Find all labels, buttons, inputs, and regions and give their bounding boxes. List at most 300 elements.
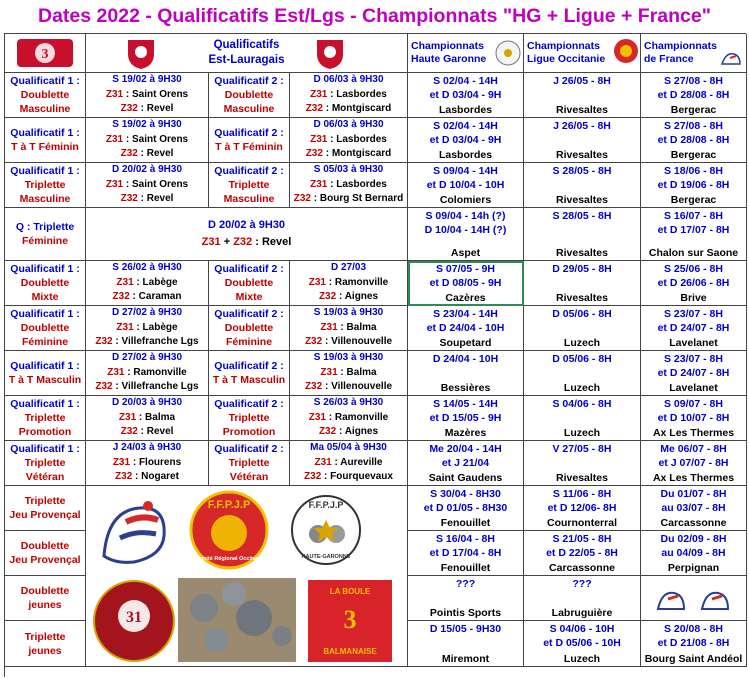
- zone32-location: Revel: [146, 148, 174, 160]
- zone32-label: Z32: [304, 471, 322, 483]
- qualif-details: [86, 396, 209, 441]
- zone32-label: Z32: [305, 103, 323, 115]
- zone32-location: Villenouvelle: [331, 381, 393, 393]
- zone31-location: Balma: [145, 411, 176, 423]
- zone31-label: Z31: [314, 456, 332, 468]
- zone31-location: Saint Orens: [131, 178, 189, 190]
- champ-location: Perpignan: [667, 562, 720, 574]
- championnat-france: [641, 621, 747, 667]
- event-category: Mixte: [235, 291, 263, 303]
- zone32-line: Z32 : Villenouvelle: [304, 381, 393, 393]
- qualificatif-label: Qualificatif 1 :: [10, 127, 80, 139]
- champ-location: Luzech: [563, 427, 601, 439]
- champ-date-line1: D 24/04 - 10H: [432, 353, 499, 365]
- zone32-line: Z32 : Villenouvelle: [304, 336, 393, 348]
- champ-date-line1: S 28/05 - 8H: [552, 165, 612, 177]
- qualif-details: [86, 306, 209, 351]
- champ-date-line1: S 21/05 - 8H: [552, 533, 612, 545]
- event-label: [5, 441, 86, 486]
- zone31-label: Z31: [116, 321, 134, 333]
- zone32-line: Z32 : Revel: [120, 426, 174, 438]
- qualif-date: S 19/02 à 9H30: [112, 74, 182, 86]
- champ-date-line2: et D 24/07 - 8H: [657, 322, 730, 334]
- ffpjp-rooster-icon: [654, 583, 690, 615]
- qualif-date: S 19/03 à 9H30: [313, 307, 384, 319]
- event-label: [209, 441, 290, 486]
- zone32-location: Fourquevaux: [330, 471, 393, 483]
- champ-date-line1: D 05/06 - 8H: [552, 308, 612, 320]
- event-category: Féminine: [21, 336, 69, 348]
- champ-location: Ax Les Thermes: [652, 427, 735, 439]
- championnat-france: [641, 351, 747, 396]
- event-label: [209, 306, 290, 351]
- zone31-line: Z31 : Ramonville: [308, 276, 389, 288]
- qualif-details: [290, 306, 408, 351]
- event-type: T à T Masculin: [212, 374, 286, 386]
- champ-location: Lavelanet: [669, 382, 718, 394]
- zone31-label: Z31: [201, 236, 221, 248]
- zone-location: Revel: [261, 236, 292, 248]
- event-type: T à T Féminin: [11, 141, 79, 153]
- champ-date-line1: S 28/05 - 8H: [552, 210, 612, 222]
- zone32-label: Z32: [233, 236, 253, 248]
- zone31-line: Z31 : Lasbordes: [310, 178, 387, 190]
- zone31-location: Ramonville: [133, 366, 187, 378]
- champ-date-line1: S 18/06 - 8H: [664, 165, 723, 177]
- champ-date-line1: S 02/04 - 14H: [433, 75, 498, 87]
- event-label: [5, 261, 86, 306]
- zone32-line: Z32 : Aignes: [318, 426, 379, 438]
- qualificatif-label: Qualificatif 2 :: [214, 443, 284, 455]
- zone32-line: Z32 : Aignes: [318, 291, 379, 303]
- qualif-date: D 20/03 à 9H30: [111, 397, 183, 409]
- header-ligue: [524, 34, 641, 73]
- zone32-line: Z32 : Villefranche Lgs: [95, 381, 199, 393]
- championnat-hg: [408, 118, 524, 163]
- qualificatif-label: Qualificatif 1 :: [10, 443, 80, 455]
- championnat-france: [641, 396, 747, 441]
- zone32-label: Z32: [120, 103, 138, 115]
- zone31-line: Z31 : Balma: [320, 321, 377, 333]
- zone32-label: Z32: [305, 148, 323, 160]
- zone31-location: Lasbordes: [336, 178, 387, 190]
- champ-date-line2: au 04/09 - 8H: [661, 547, 726, 559]
- qualificatif-label: Qualificatif 2 :: [214, 165, 284, 177]
- championnat-ligue: [524, 73, 641, 118]
- zone32-location: Villenouvelle: [331, 336, 393, 348]
- zone31-label: Z31: [310, 133, 328, 145]
- champ-date-line2: et D 03/04 - 9H: [429, 134, 502, 146]
- qualif-date: D 27/03: [330, 262, 367, 274]
- championnat-hg: [408, 163, 524, 208]
- qualif-details: [290, 163, 408, 208]
- champ-date-line1: Me 20/04 - 14H: [429, 443, 502, 455]
- championnat-ligue: [524, 306, 641, 351]
- qualif-details: [86, 163, 209, 208]
- zone32-label: Z32: [95, 336, 113, 348]
- champ-date-line1: S 27/08 - 8H: [664, 120, 723, 132]
- logos-area: [86, 486, 408, 667]
- champ-date-line2: et J 21/04: [441, 457, 490, 469]
- champ-location: Ax Les Thermes: [652, 472, 735, 484]
- event-category: Masculine: [223, 103, 275, 115]
- zone31-line: Z31 : Labège: [116, 276, 178, 288]
- event-label: [209, 118, 290, 163]
- svg-text:BALMANAISE: BALMANAISE: [323, 647, 377, 656]
- zone32-location: Bourg St Bernard: [319, 193, 404, 205]
- zone31-label: Z31: [107, 366, 125, 378]
- qualif-date: S 05/03 à 9H30: [313, 164, 384, 176]
- champ-date-line2: et D 28/08 - 8H: [657, 134, 730, 146]
- champ-location: Rivesaltes: [556, 472, 608, 484]
- qualificatif-label: Qualificatif 1 :: [10, 398, 80, 410]
- event-label: [5, 163, 86, 208]
- zone31-location: Labège: [142, 321, 178, 333]
- cd31-logo-icon: [15, 37, 75, 69]
- championnat-ligue: [524, 576, 641, 621]
- champ-location: Labruguière: [551, 607, 613, 619]
- zone31-label: Z31: [310, 88, 328, 100]
- qualificatif-label: Q : Triplette: [15, 221, 75, 233]
- champ-location: Cazères: [445, 292, 486, 304]
- champ-location: Lasbordes: [438, 104, 493, 116]
- champ-date-line2: et D 28/08 - 8H: [657, 89, 730, 101]
- zone31-location: Saint Orens: [131, 133, 189, 145]
- qualificatif-label: Qualificatif 1 :: [10, 360, 80, 372]
- zone32-location: Montgiscard: [331, 148, 392, 160]
- zone31-location: Lasbordes: [336, 88, 387, 100]
- event-category: Promotion: [222, 426, 276, 438]
- championnat-hg: [408, 621, 524, 667]
- zone32-label: Z32: [95, 381, 113, 393]
- event-label: [5, 621, 86, 667]
- champ-location: Chalon sur Saone: [648, 247, 739, 259]
- header-fr-line1: Championnats: [644, 40, 717, 52]
- champ-date-line2: et D 26/06 - 8H: [657, 277, 730, 289]
- championnat-hg: [408, 441, 524, 486]
- champ-date-line1: S 14/05 - 14H: [433, 398, 498, 410]
- champ-location: Bergerac: [670, 149, 717, 161]
- event-type: Triplette: [24, 179, 66, 191]
- event-label: [5, 486, 86, 531]
- championnat-france: [641, 441, 747, 486]
- svg-text:HAUTE-GARONNE: HAUTE-GARONNE: [301, 554, 351, 560]
- event-type: Doublette: [20, 322, 70, 334]
- zone31-line: Z31 : Ramonville: [107, 366, 187, 378]
- championnat-ligue: [524, 621, 641, 667]
- zone31-label: Z31: [105, 178, 124, 190]
- championnat-france: [641, 261, 747, 306]
- champ-date-line1: D 15/05 - 9H30: [429, 623, 502, 635]
- qualificatif-label: Qualificatif 2 :: [214, 263, 284, 275]
- event-category: Masculine: [223, 193, 275, 205]
- event-type: Triplette: [24, 630, 66, 643]
- champ-date-line2: et D 01/05 - 8H30: [423, 502, 508, 514]
- event-label: [5, 396, 86, 441]
- header-logo-cell: [5, 34, 86, 73]
- champ-date-line1: S 07/05 - 9H: [436, 263, 495, 275]
- championnat-hg: [408, 73, 524, 118]
- header-lig-line2: Ligue Occitanie: [527, 53, 606, 65]
- qualif-details: [86, 118, 209, 163]
- schedule-table: [4, 33, 746, 677]
- event-type: Triplette: [228, 412, 270, 424]
- qualif-details: [290, 261, 408, 306]
- championnat-ligue: [524, 486, 641, 531]
- championnat-ligue: [524, 531, 641, 576]
- header-fr-line2: de France: [644, 53, 694, 65]
- zone32-label: Z32: [112, 291, 130, 303]
- champ-date-line1: S 23/04 - 14H: [433, 308, 498, 320]
- event-type: Triplette: [24, 457, 66, 469]
- qualif-date: D 06/03 à 9H30: [313, 119, 384, 131]
- qualificatif-label: Qualificatif 2 :: [214, 360, 284, 372]
- champ-date-line1: V 27/05 - 8H: [552, 443, 612, 455]
- championnat-ligue: [524, 163, 641, 208]
- champ-date-line2: et J 07/07 - 8H: [658, 457, 729, 469]
- championnat-france: [641, 531, 747, 576]
- zone31-location: Labège: [142, 276, 178, 288]
- zone32-line: Z32 : Revel: [120, 148, 174, 160]
- champ-date-line2: et D 08/05 - 9H: [429, 277, 502, 289]
- champ-date-line1: S 16/04 - 8H: [436, 533, 495, 545]
- qualificatif-label: Qualificatif 2 :: [214, 308, 284, 320]
- champ-location: Mazères: [444, 427, 487, 439]
- zone32-location: Aignes: [344, 291, 379, 303]
- champ-location: Fenouillet: [440, 517, 491, 529]
- qualif-details-merged: [86, 208, 408, 261]
- svg-text:LA BOULE: LA BOULE: [329, 587, 371, 596]
- zone31-label: Z31: [112, 456, 131, 468]
- qualif-date: D 20/02 à 9H30: [111, 164, 183, 176]
- zone31-line: Z31 : Saint Orens: [105, 88, 189, 100]
- qualificatif-label: Qualificatif 1 :: [10, 75, 80, 87]
- zone32-line: Z32 : Bourg St Bernard: [293, 193, 404, 205]
- zone31-label: Z31: [118, 411, 137, 423]
- svg-text:3: 3: [41, 47, 49, 62]
- event-label: [209, 396, 290, 441]
- champ-location: Rivesaltes: [556, 247, 608, 259]
- hg-committee-icon: [495, 40, 521, 66]
- event-type: Doublette: [224, 89, 274, 101]
- zone31-location: Aureville: [340, 456, 383, 468]
- qualif-date: Ma 05/04 à 9H30: [310, 442, 387, 454]
- champ-date-line2: et D 05/06 - 10H: [543, 637, 621, 649]
- event-label: [5, 531, 86, 576]
- zone31-label: Z31: [320, 366, 338, 378]
- header-quali-line2: Est-Lauragais: [208, 54, 285, 66]
- zone31-label: Z31: [308, 411, 326, 423]
- champ-date-line1: S 11/06 - 8H: [552, 488, 612, 500]
- championnat-ligue: [524, 118, 641, 163]
- qualif-date: D 27/02 à 9H30: [111, 307, 183, 319]
- champ-date-line1: ???: [455, 578, 476, 590]
- event-type: Triplette: [228, 457, 270, 469]
- champ-location: Luzech: [563, 382, 601, 394]
- svg-text:Comité Régional Occitanie: Comité Régional Occitanie: [194, 556, 264, 562]
- champ-date-line2: et D 17/04 - 8H: [429, 547, 502, 559]
- champ-date-line1: S 02/04 - 14H: [433, 120, 498, 132]
- zone31-line: Z31 : Lasbordes: [310, 88, 387, 100]
- champ-date-line1: ???: [572, 578, 592, 590]
- champ-date-line2: et D 17/07 - 8H: [657, 224, 730, 236]
- champ-date-line1: S 16/07 - 8H: [664, 210, 723, 222]
- zone32-location: Revel: [146, 426, 174, 438]
- zone32-label: Z32: [120, 426, 138, 438]
- champ-location: Rivesaltes: [556, 149, 608, 161]
- champ-date-line1: S 27/08 - 8H: [664, 75, 723, 87]
- haute-garonne-31-logo-icon: [94, 581, 174, 661]
- qualif-date: D 20/02 à 9H30: [207, 219, 286, 231]
- ffpjp-rooster-logo-icon: [104, 501, 164, 562]
- qualif-date: S 19/03 à 9H30: [313, 352, 384, 364]
- event-category: Jeu Provençal: [9, 509, 81, 521]
- svg-text:3: 3: [343, 605, 357, 634]
- championnat-hg: [408, 306, 524, 351]
- zone31-line: Z31 : Labège: [116, 321, 178, 333]
- zone31-line: Z31 : Saint Orens: [105, 133, 189, 145]
- zone31-line: Z31 : Saint Orens: [105, 178, 189, 190]
- qualif-date: S 26/03 à 9H30: [313, 397, 384, 409]
- champ-date-line1: Du 01/07 - 8H: [660, 488, 727, 500]
- page-title: Dates 2022 - Qualificatifs Est/Lgs - Championnats "HG + Ligue + France": [38, 5, 711, 27]
- qualif-details: [86, 351, 209, 396]
- champ-date-line2: et D 24/07 - 8H: [657, 367, 730, 379]
- zone31-label: Z31: [105, 88, 124, 100]
- event-type: Doublette: [20, 585, 70, 597]
- zone32-line: Z32 : Fourquevaux: [304, 471, 393, 483]
- event-type: Doublette: [224, 277, 274, 289]
- champ-location: Carcassonne: [549, 562, 615, 574]
- header-hg: [408, 34, 524, 73]
- champ-location: Carcassonne: [660, 517, 727, 529]
- zone32-location: Revel: [146, 193, 174, 205]
- zone31-location: Ramonville: [334, 411, 389, 423]
- championnat-ligue: [524, 351, 641, 396]
- championnat-france: [641, 306, 747, 351]
- champ-date-line2: D 10/04 - 14H (?): [424, 224, 507, 236]
- championnat-ligue: [524, 396, 641, 441]
- champ-date-line2: et D 10/04 - 10H: [426, 179, 505, 191]
- championnat-hg: [408, 576, 524, 621]
- champ-date-line1: S 25/06 - 8H: [664, 263, 723, 275]
- event-label: [209, 261, 290, 306]
- event-category: Vétéran: [229, 471, 269, 483]
- zone32-location: Villefranche Lgs: [121, 336, 199, 348]
- zone31-location: Ramonville: [334, 276, 389, 288]
- ffpjp-rooster-icon: [720, 48, 742, 68]
- event-label: [5, 118, 86, 163]
- header-lig-line1: Championnats: [527, 40, 600, 52]
- event-label: [5, 576, 86, 621]
- champ-date-line1: S 30/04 - 8H30: [430, 488, 501, 500]
- zone32-line: Z32 : Revel: [120, 193, 174, 205]
- champ-location: Lasbordes: [438, 149, 493, 161]
- champ-date-line2: et D 21/08 - 8H: [657, 637, 730, 649]
- championnat-hg: [408, 351, 524, 396]
- zone32-location: Villefranche Lgs: [121, 381, 199, 393]
- champ-date-line1: S 23/07 - 8H: [664, 308, 723, 320]
- qualificatif-label: Qualificatif 1 :: [10, 263, 80, 275]
- championnat-france: [641, 73, 747, 118]
- event-category: Vétéran: [25, 471, 65, 483]
- event-type: Triplette: [24, 495, 66, 507]
- qualif-details: [86, 441, 209, 486]
- champ-date-line2: au 03/07 - 8H: [661, 502, 726, 514]
- champ-date-line1: S 09/04 - 14h (?): [425, 210, 506, 222]
- zone32-line: Z32 : Nogaret: [115, 471, 179, 483]
- champ-location: Bergerac: [670, 104, 717, 116]
- ffpjp-haute-garonne-logo-icon: [292, 496, 360, 564]
- event-category: jeunes: [28, 644, 62, 657]
- champ-location: Colomiers: [439, 194, 492, 206]
- zone32-location: Revel: [146, 103, 174, 115]
- svg-text:F.F.P.J.P: F.F.P.J.P: [308, 500, 344, 510]
- zone-plus: +: [223, 236, 231, 248]
- championnat-france: [641, 118, 747, 163]
- zone31-label: Z31: [310, 178, 328, 190]
- zone31-line: Z31 : Ramonville: [308, 411, 389, 423]
- champ-date-line1: Me 06/07 - 8H: [660, 443, 727, 455]
- zone32-label: Z32: [293, 193, 311, 205]
- event-category: Jeu Provençal: [9, 554, 81, 566]
- zone32-label: Z32: [318, 426, 337, 438]
- crest-icon: [126, 36, 156, 70]
- championnat-france: [641, 486, 747, 531]
- zone32-label: Z32: [120, 148, 138, 160]
- header-france: [641, 34, 747, 73]
- champ-date-line1: S 09/07 - 8H: [664, 398, 723, 410]
- event-type: Triplette: [24, 412, 66, 424]
- zone31-line: Z31 : Balma: [320, 366, 377, 378]
- zone32-label: Z32: [304, 336, 323, 348]
- champ-date-line1: S 04/06 - 10H: [549, 623, 615, 635]
- ffpjp-occitanie-logo-icon: [191, 492, 267, 568]
- championnat-hg: [408, 486, 524, 531]
- champ-location: Bessières: [440, 382, 491, 394]
- header-quali-line1: Qualificatifs: [213, 39, 280, 51]
- event-label: [5, 351, 86, 396]
- event-category: Masculine: [19, 103, 71, 115]
- champ-date-line2: et D 10/07 - 8H: [657, 412, 730, 424]
- qualif-date: D 27/02 à 9H30: [111, 352, 183, 364]
- champ-date-line1: J 26/05 - 8H: [553, 75, 611, 87]
- zone32-label: Z32: [120, 193, 138, 205]
- header-hg-line2: Haute Garonne: [411, 53, 487, 65]
- champ-date-line1: D 29/05 - 8H: [552, 263, 612, 275]
- event-type: T à T Féminin: [215, 141, 283, 153]
- event-type: Doublette: [20, 89, 70, 101]
- champ-date-line1: J 26/05 - 8H: [553, 120, 611, 132]
- champ-location: Miremont: [441, 653, 490, 665]
- zone31-label: Z31: [105, 133, 124, 145]
- champ-date-line2: et D 12/06- 8H: [547, 502, 617, 514]
- champ-date-line1: Du 02/09 - 8H: [660, 533, 727, 545]
- event-type: Doublette: [20, 540, 70, 552]
- header-hg-line1: Championnats: [411, 40, 484, 52]
- ligue-logo-icon: [613, 38, 639, 64]
- champ-location: Pointis Sports: [429, 607, 502, 619]
- zone32-label: Z32: [318, 291, 337, 303]
- france-logos: [654, 583, 734, 615]
- zone32-location: Aignes: [344, 426, 379, 438]
- header-qualificatifs: [86, 34, 408, 73]
- qualificatif-label: Qualificatif 2 :: [214, 75, 284, 87]
- event-type: Triplette: [228, 179, 270, 191]
- event-category: Féminine: [225, 336, 273, 348]
- event-type: Doublette: [224, 322, 274, 334]
- champ-date-line2: et D 24/04 - 10H: [426, 322, 505, 334]
